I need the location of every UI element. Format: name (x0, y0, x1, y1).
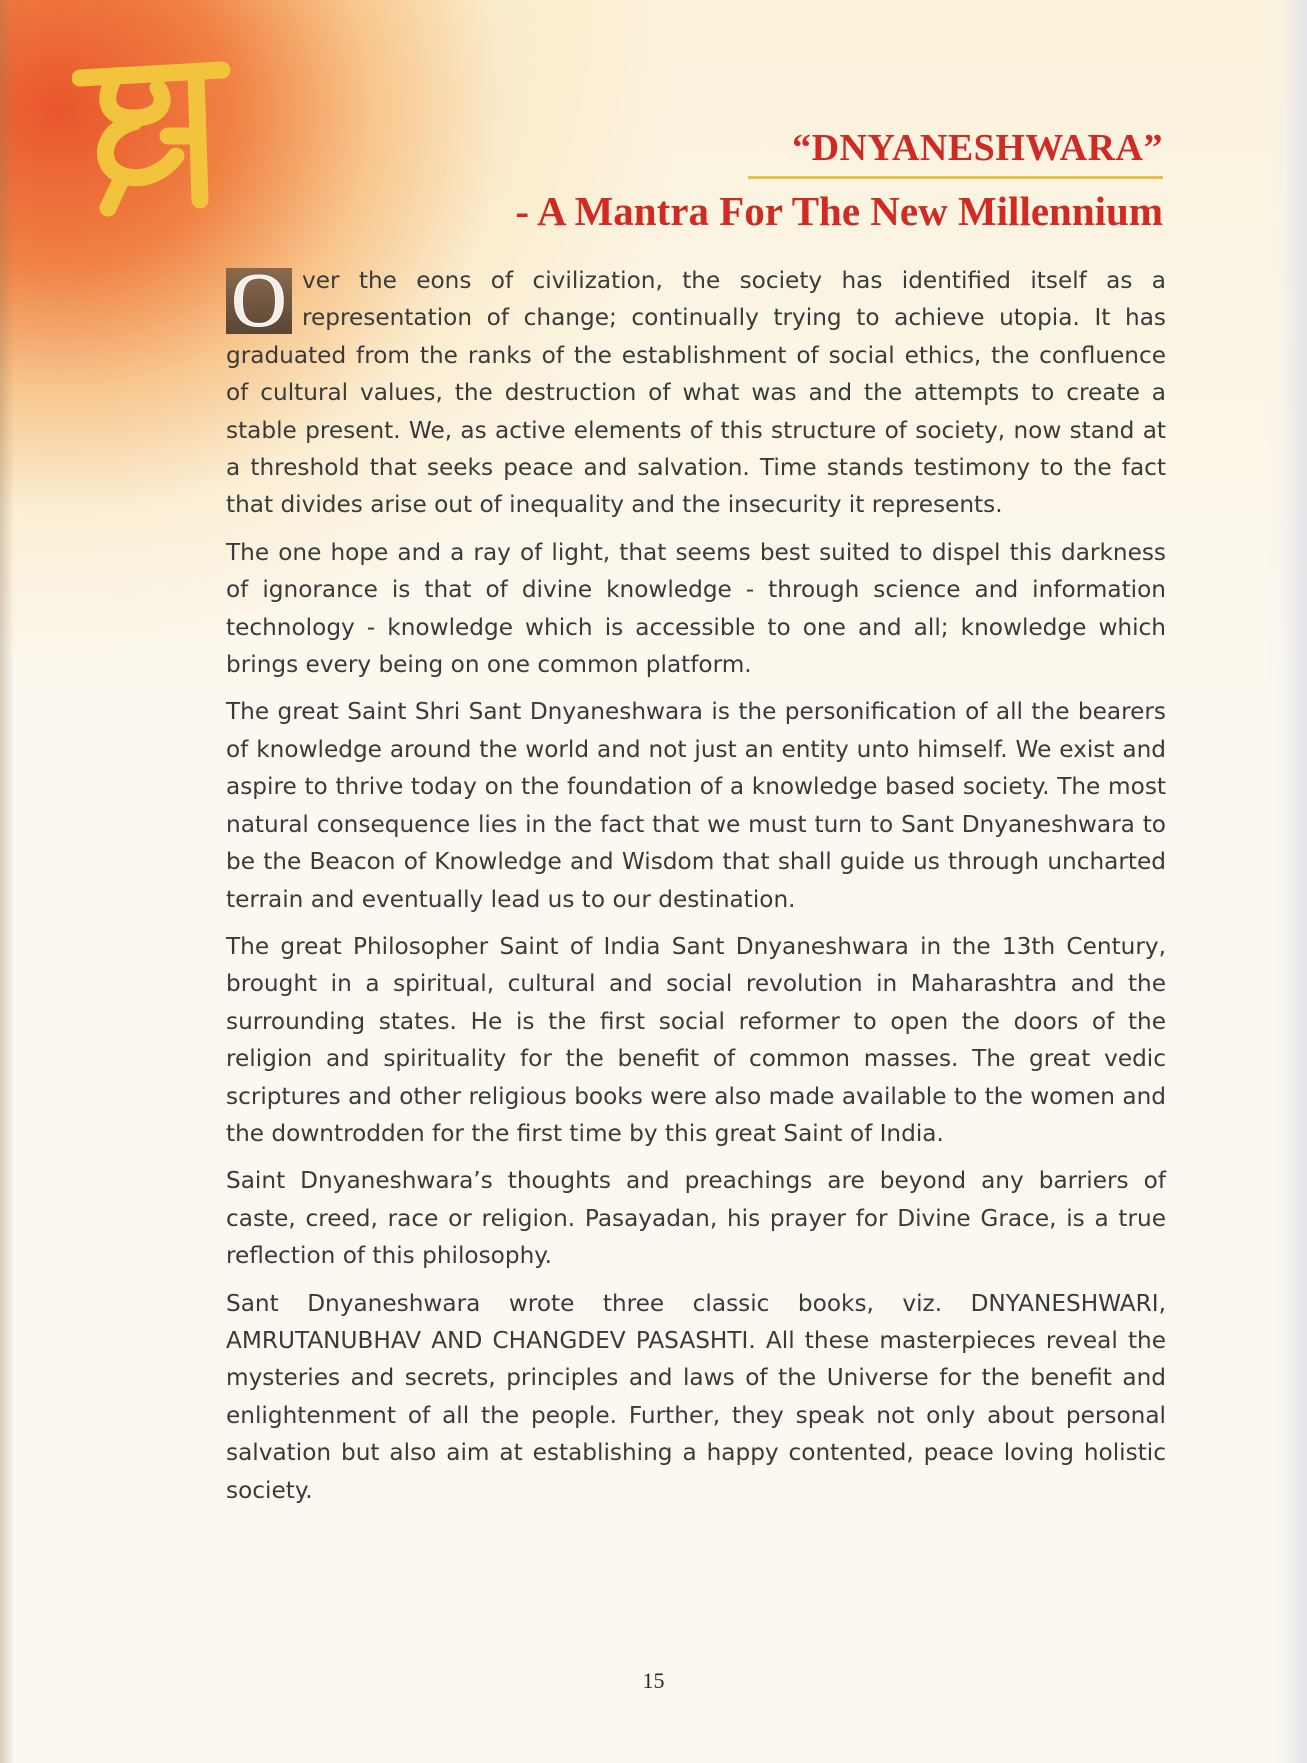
page-title: “DNYANESHWARA” (792, 127, 1163, 169)
title-underline (748, 176, 1163, 179)
paragraph-5: Saint Dnyaneshwara’s thoughts and preachings are beyond any barriers of caste, creed, race or religion. Pasayadan, his prayer for Divine Grace, is a true reflection of this philosophy. (226, 1167, 1166, 1270)
paragraph-6: Sant Dnyaneshwara wrote three classic books, viz. DNYANESHWARI, AMRUTANUBHAV AND CHANGDEV PASASHTI. All these masterpieces reveal the mysteries and secrets, principles and laws of the Universe for the benefit and enlightenment of all the people. Further, they speak not only about personal salvation but also aim at establishing a happy contented, peace loving holistic society. (226, 1289, 1166, 1504)
paragraph-1-text: ver the eons of civilization, the society has identified itself as a representation of change; continually trying to achieve utopia. It has graduated from the ranks of the establishment of social ethics, the confluence of cultural values, the destruction of what was and the attempts to create a stable present. We, as active elements of this structure of society, now stand at a threshold that seeks peace and salvation. Time stands testimony to the fact that divides arise out of inequality and the insecurity it represents. (226, 267, 1166, 519)
paragraph-1 (226, 259, 1166, 524)
page-number: 15 (642, 1668, 665, 1693)
devanagari-dnya-glyph-icon (72, 52, 242, 222)
paragraph-3: The great Saint Shri Sant Dnyaneshwara is the personification of all the bearers of knowledge around the world and not just an entity unto himself. We exist and aspire to thrive today on the foundation of a knowledge based society. The most natural consequence lies in the fact that we must turn to Sant Dnyaneshwara to be the Beacon of Knowledge and Wisdom that shall guide us through uncharted terrain and eventually lead us to our destination. (226, 698, 1166, 913)
emblem-glyph-svg (72, 52, 242, 222)
drop-cap-letter: O (226, 268, 292, 334)
page-subtitle: - A Mantra For The New Millennium (515, 188, 1163, 234)
article-body (226, 259, 1166, 1519)
paragraph-4: The great Philosopher Saint of India Sant Dnyaneshwara in the 13th Century, brought in a spiritual, cultural and social revolution in Maharashtra and the surrounding states. He is the first social reformer to open the doors of the religion and spirituality for the benefit of common masses. The great vedic scriptures and other religious books were also made available to the women and the downtrodden for the first time by this great Saint of India. (226, 932, 1166, 1147)
paragraph-2: The one hope and a ray of light, that seems best suited to dispel this darkness of ignorance is that of divine knowledge - through science and information technology - knowledge which is accessible to one and all; knowledge which brings every being on one common platform. (226, 538, 1166, 679)
